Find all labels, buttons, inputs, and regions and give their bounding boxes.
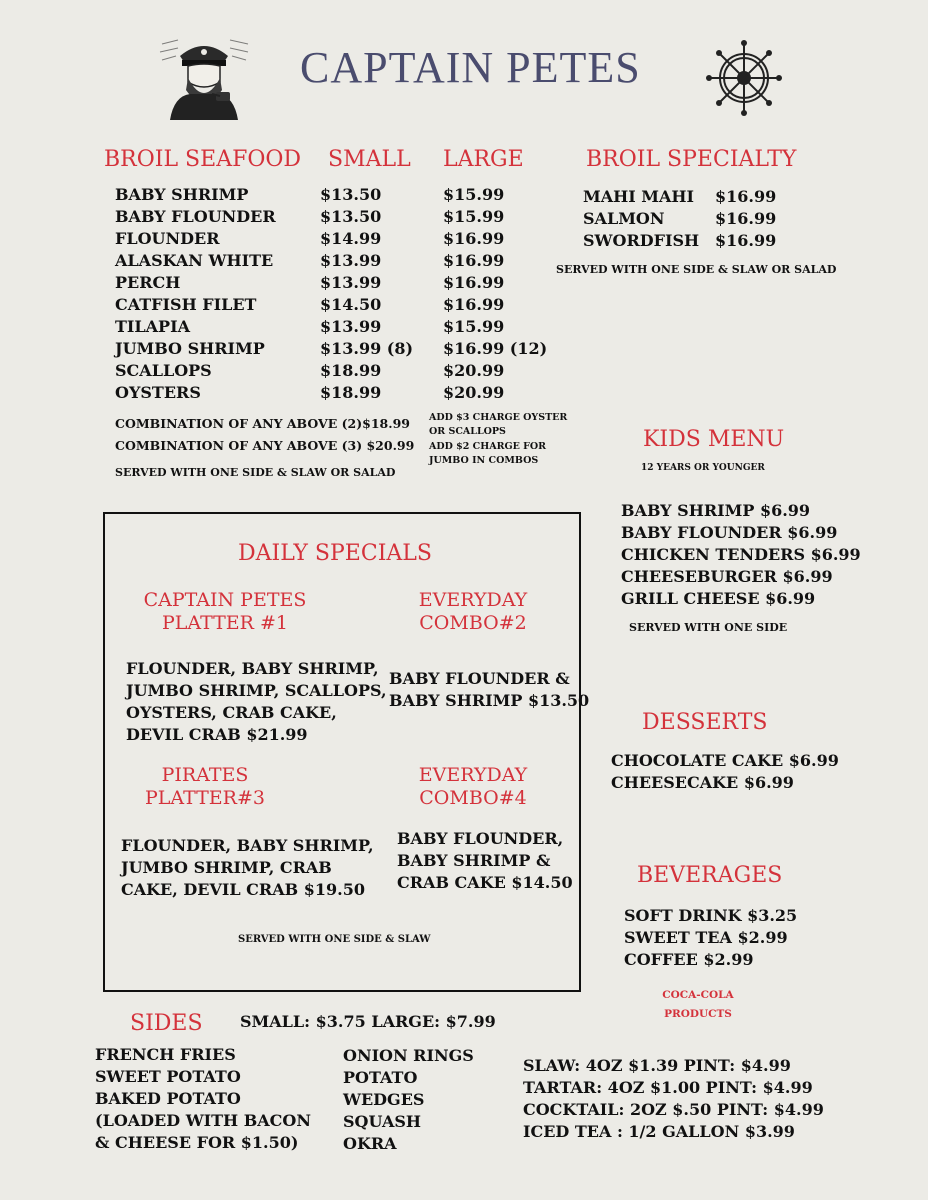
list-item bbox=[583, 186, 783, 208]
sides-price: SMALL: $3.75 LARGE: $7.99 bbox=[240, 1012, 496, 1031]
item-large-price: $20.99 bbox=[443, 383, 505, 402]
list-item: SWEET TEA $2.99 bbox=[624, 928, 788, 947]
list-item: OKRA bbox=[343, 1134, 397, 1153]
list-item bbox=[115, 184, 555, 206]
platter-1-title bbox=[120, 589, 330, 635]
description-line: DEVIL CRAB $21.99 bbox=[126, 725, 308, 744]
item-large-price: $15.99 bbox=[443, 317, 505, 336]
combo-2-description bbox=[389, 668, 589, 712]
sides-column-2 bbox=[343, 1045, 474, 1155]
item-price: $16.99 bbox=[715, 187, 777, 206]
combo-2-title-line: COMBO#2 bbox=[419, 612, 527, 634]
sea-captain-icon bbox=[158, 34, 250, 120]
item-small-price: $13.99 bbox=[320, 251, 382, 270]
combo-4-title-line: EVERYDAY bbox=[418, 764, 528, 786]
kids-menu-header: KIDS MENU bbox=[643, 427, 785, 452]
item-large-price: $16.99 bbox=[443, 295, 505, 314]
kids-served-note: SERVED WITH ONE SIDE bbox=[629, 621, 788, 634]
ship-wheel-icon bbox=[706, 40, 782, 116]
description-line: BABY SHRIMP $13.50 bbox=[389, 691, 590, 710]
coca-cola-note bbox=[648, 986, 748, 1024]
item-small-price: $13.50 bbox=[320, 207, 382, 226]
charge-note-3: ADD $2 CHARGE FOR bbox=[429, 441, 547, 452]
combo-2-title-line: EVERYDAY bbox=[418, 589, 528, 611]
list-item bbox=[583, 230, 783, 252]
list-item: TARTAR: 4OZ $1.00 PINT: $4.99 bbox=[523, 1078, 813, 1097]
platter-1-title-line: PLATTER #1 bbox=[161, 612, 288, 634]
list-item: POTATO bbox=[343, 1068, 418, 1087]
description-line: CAKE, DEVIL CRAB $19.50 bbox=[121, 880, 365, 899]
list-item: COFFEE $2.99 bbox=[624, 950, 754, 969]
list-item bbox=[583, 208, 783, 230]
list-item: COCKTAIL: 2OZ $.50 PINT: $4.99 bbox=[523, 1100, 824, 1119]
item-name: BABY FLOUNDER bbox=[115, 207, 276, 226]
list-item bbox=[115, 382, 555, 404]
item-large-price: $16.99 bbox=[443, 251, 505, 270]
list-item bbox=[115, 250, 555, 272]
kids-age-note: 12 YEARS OR YOUNGER bbox=[641, 463, 765, 473]
daily-specials-box bbox=[103, 512, 581, 992]
item-name: TILAPIA bbox=[115, 317, 190, 336]
list-item: ONION RINGS bbox=[343, 1046, 474, 1065]
small-header: SMALL bbox=[328, 147, 411, 172]
specialty-served-note: SERVED WITH ONE SIDE & SLAW OR SALAD bbox=[556, 263, 837, 276]
item-large-price: $16.99 bbox=[443, 273, 505, 292]
list-item: & CHEESE FOR $1.50) bbox=[95, 1133, 299, 1152]
combo-4-description bbox=[397, 828, 573, 894]
daily-specials-header: DAILY SPECIALS bbox=[238, 541, 432, 566]
coca-cola-note-line: PRODUCTS bbox=[664, 1008, 732, 1020]
item-small-price: $13.99 bbox=[320, 273, 382, 292]
list-item: SQUASH bbox=[343, 1112, 422, 1131]
charge-note-2: OR SCALLOPS bbox=[429, 426, 506, 437]
list-item bbox=[115, 272, 555, 294]
sides-header: SIDES bbox=[130, 1011, 203, 1036]
item-large-price: $15.99 bbox=[443, 207, 505, 226]
combo-2-title bbox=[378, 589, 568, 635]
list-item: CHICKEN TENDERS $6.99 bbox=[621, 545, 861, 564]
broil-seafood-header: BROIL SEAFOOD bbox=[104, 147, 302, 172]
page-title: CAPTAIN PETES bbox=[300, 43, 641, 92]
item-large-price: $16.99 (12) bbox=[443, 339, 548, 358]
list-item: BABY SHRIMP $6.99 bbox=[621, 501, 811, 520]
charge-note-1: ADD $3 CHARGE OYSTER bbox=[429, 412, 568, 423]
description-line: JUMBO SHRIMP, CRAB bbox=[121, 858, 332, 877]
platter-1-description bbox=[126, 658, 387, 746]
list-item bbox=[115, 294, 555, 316]
description-line: BABY SHRIMP & bbox=[397, 851, 551, 870]
platter-1-title-line: CAPTAIN PETES bbox=[143, 589, 307, 611]
item-small-price: $14.50 bbox=[320, 295, 382, 314]
item-name: SWORDFISH bbox=[583, 231, 700, 250]
item-small-price: $18.99 bbox=[320, 383, 382, 402]
kids-list bbox=[621, 500, 861, 610]
description-line: BABY FLOUNDER, bbox=[397, 829, 564, 848]
charge-note-4: JUMBO IN COMBOS bbox=[429, 455, 539, 466]
list-item: SOFT DRINK $3.25 bbox=[624, 906, 798, 925]
list-item: BABY FLOUNDER $6.99 bbox=[621, 523, 838, 542]
item-name: CATFISH FILET bbox=[115, 295, 257, 314]
list-item bbox=[115, 360, 555, 382]
item-name: SCALLOPS bbox=[115, 361, 212, 380]
item-name: SALMON bbox=[583, 209, 665, 228]
item-large-price: $15.99 bbox=[443, 185, 505, 204]
item-small-price: $14.99 bbox=[320, 229, 382, 248]
combo-4-title bbox=[378, 764, 568, 810]
description-line: OYSTERS, CRAB CAKE, bbox=[126, 703, 337, 722]
description-line: BABY FLOUNDER & bbox=[389, 669, 570, 688]
daily-served-note: SERVED WITH ONE SIDE & SLAW bbox=[238, 934, 431, 945]
list-item bbox=[115, 316, 555, 338]
item-name: BABY SHRIMP bbox=[115, 185, 249, 204]
list-item: SWEET POTATO bbox=[95, 1067, 241, 1086]
item-name: MAHI MAHI bbox=[583, 187, 695, 206]
combo-three-line: COMBINATION OF ANY ABOVE (3) $20.99 bbox=[115, 438, 415, 453]
large-header: LARGE bbox=[443, 147, 524, 172]
list-item: SLAW: 4OZ $1.39 PINT: $4.99 bbox=[523, 1056, 791, 1075]
item-name: OYSTERS bbox=[115, 383, 201, 402]
list-item: ICED TEA : 1/2 GALLON $3.99 bbox=[523, 1122, 795, 1141]
sides-column-1 bbox=[95, 1044, 311, 1154]
item-small-price: $13.99 (8) bbox=[320, 339, 414, 358]
item-name: JUMBO SHRIMP bbox=[115, 339, 265, 358]
beverages-list bbox=[624, 905, 797, 971]
item-large-price: $16.99 bbox=[443, 229, 505, 248]
list-item: BAKED POTATO bbox=[95, 1089, 241, 1108]
combo-two-line: COMBINATION OF ANY ABOVE (2)$18.99 bbox=[115, 416, 410, 431]
item-small-price: $18.99 bbox=[320, 361, 382, 380]
list-item: CHEESECAKE $6.99 bbox=[611, 773, 794, 792]
coca-cola-note-line: COCA-COLA bbox=[662, 989, 734, 1001]
item-name: FLOUNDER bbox=[115, 229, 220, 248]
list-item: CHEESEBURGER $6.99 bbox=[621, 567, 833, 586]
platter-3-description bbox=[121, 835, 374, 901]
desserts-header: DESSERTS bbox=[642, 710, 768, 735]
broil-served-note: SERVED WITH ONE SIDE & SLAW OR SALAD bbox=[115, 466, 396, 479]
broil-specialty-list bbox=[583, 186, 783, 252]
list-item: WEDGES bbox=[343, 1090, 425, 1109]
list-item bbox=[115, 338, 555, 360]
desserts-list bbox=[611, 750, 839, 794]
broil-seafood-list bbox=[115, 184, 555, 404]
platter-3-title bbox=[100, 764, 310, 810]
list-item: CHOCOLATE CAKE $6.99 bbox=[611, 751, 839, 770]
list-item bbox=[115, 206, 555, 228]
list-item: GRILL CHEESE $6.99 bbox=[621, 589, 816, 608]
description-line: CRAB CAKE $14.50 bbox=[397, 873, 573, 892]
sides-column-3 bbox=[523, 1055, 824, 1143]
description-line: FLOUNDER, BABY SHRIMP, bbox=[126, 659, 379, 678]
description-line: JUMBO SHRIMP, SCALLOPS, bbox=[126, 681, 387, 700]
broil-specialty-header: BROIL SPECIALTY bbox=[586, 147, 797, 172]
beverages-header: BEVERAGES bbox=[637, 863, 783, 888]
item-small-price: $13.99 bbox=[320, 317, 382, 336]
item-price: $16.99 bbox=[715, 209, 777, 228]
list-item: (LOADED WITH BACON bbox=[95, 1111, 311, 1130]
list-item bbox=[115, 228, 555, 250]
platter-3-title-line: PLATTER#3 bbox=[145, 787, 265, 809]
description-line: FLOUNDER, BABY SHRIMP, bbox=[121, 836, 374, 855]
platter-3-title-line: PIRATES bbox=[161, 764, 249, 786]
list-item: FRENCH FRIES bbox=[95, 1045, 236, 1064]
combo-4-title-line: COMBO#4 bbox=[419, 787, 527, 809]
item-large-price: $20.99 bbox=[443, 361, 505, 380]
item-name: PERCH bbox=[115, 273, 181, 292]
item-price: $16.99 bbox=[715, 231, 777, 250]
item-name: ALASKAN WHITE bbox=[115, 251, 274, 270]
item-small-price: $13.50 bbox=[320, 185, 382, 204]
